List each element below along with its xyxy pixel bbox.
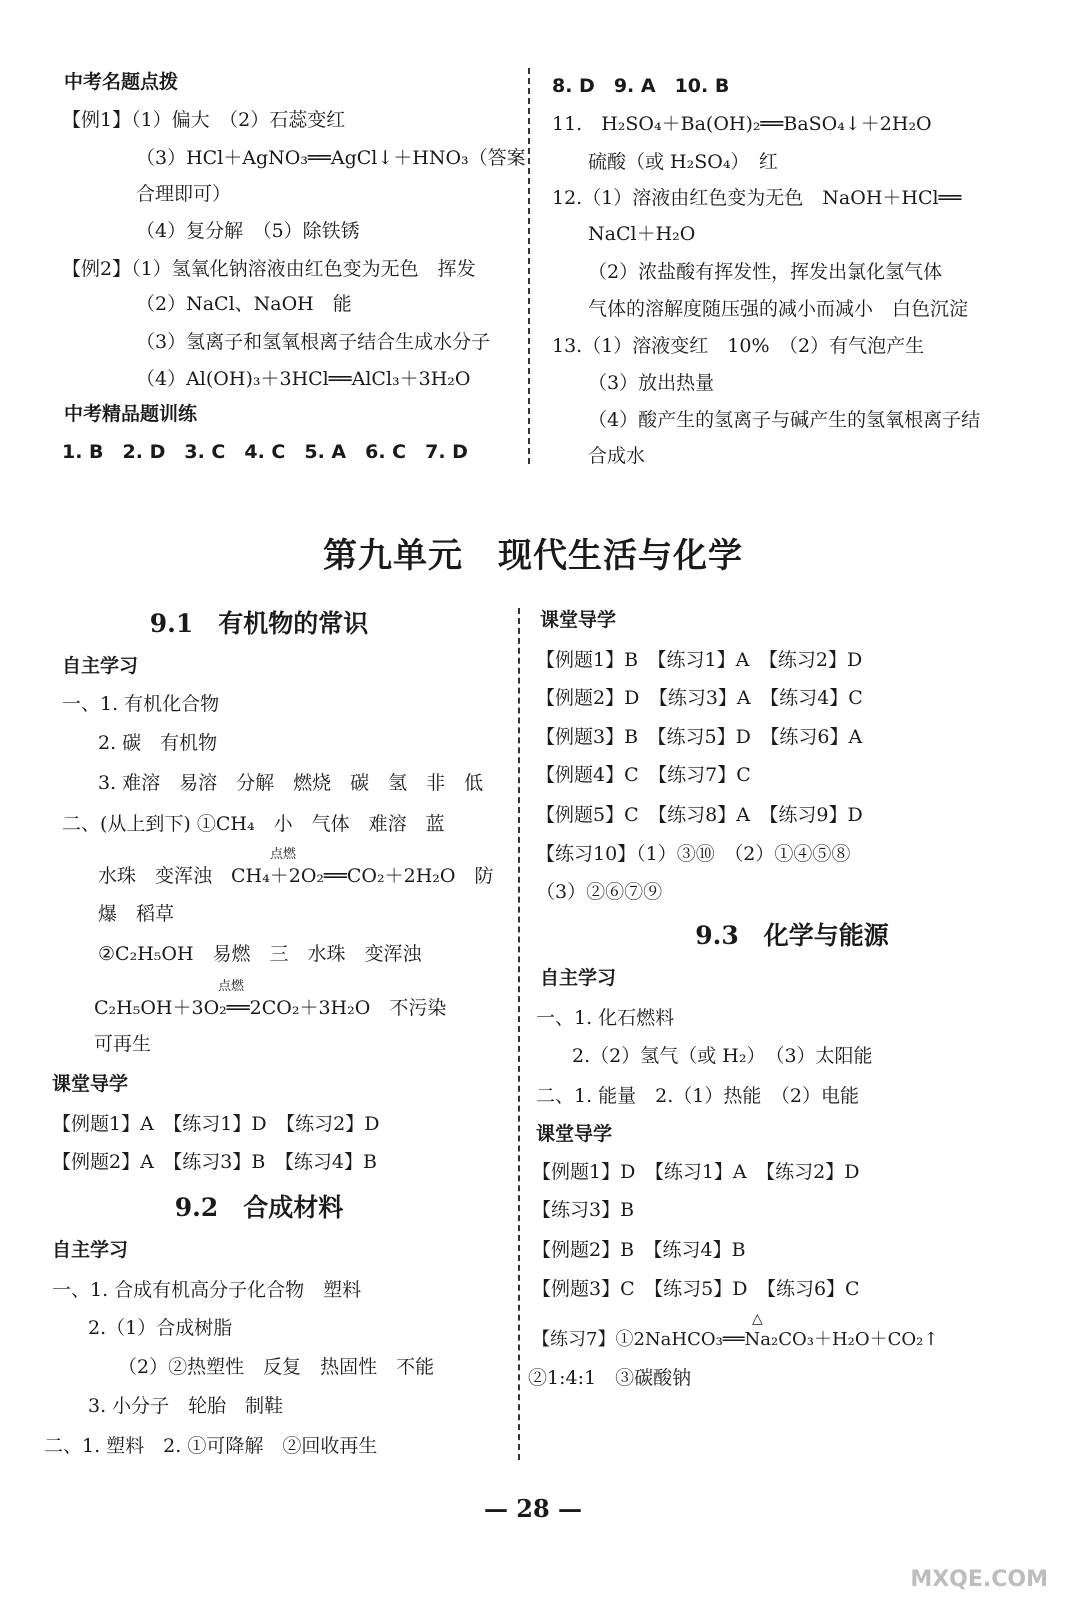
unit-title: 第九单元 现代生活与化学 [323, 536, 743, 576]
answer-line: ②1:4:1 ③碳酸钠 [528, 1367, 692, 1389]
answer-line: C₂H₅OH＋3O₂══2CO₂＋3H₂O 不污染 [94, 997, 447, 1019]
heading-ketang-daoxue: 课堂导学 [540, 609, 617, 631]
column-divider [518, 608, 520, 1460]
answer-line: 1. B 2. D 3. C 4. C 5. A 6. C 7. D [62, 441, 468, 463]
answer-line: 爆 稻草 [98, 903, 175, 925]
heading-ketang-daoxue: 课堂导学 [536, 1123, 613, 1145]
answer-line: （2）NaCl、NaOH 能 [136, 293, 352, 315]
answer-line: 二、(从上到下) ①CH₄ 小 气体 难溶 蓝 [62, 813, 445, 835]
answer-line: （3）放出热量 [588, 372, 715, 394]
watermark-logo: MXQE.COM [910, 1567, 1048, 1592]
answer-line: 一、1. 合成有机高分子化合物 塑料 [52, 1279, 362, 1301]
heading-ketang-daoxue: 课堂导学 [52, 1073, 129, 1095]
reaction-condition: 点燃 [218, 979, 245, 994]
section-title-9-3: 9.3 化学与能源 [695, 921, 889, 950]
answer-line: 【例题3】B 【练习5】D 【练习6】A [536, 726, 863, 748]
answer-line: 合成水 [588, 445, 646, 467]
column-divider [528, 68, 530, 464]
answer-line: （3）HCl＋AgNO₃══AgCl↓＋HNO₃（答案 [136, 147, 526, 169]
answer-line: 【例2】（1）氢氧化钠溶液由红色变为无色 挥发 [62, 258, 476, 280]
answer-line: 【练习10】（1）③⑩ （2）①④⑤⑧ [536, 843, 851, 865]
answer-line: 【例题1】A 【练习1】D 【练习2】D [52, 1113, 380, 1135]
answer-line: 2. 碳 有机物 [98, 732, 218, 754]
answer-line: 【例题2】D 【练习3】A 【练习4】C [536, 687, 863, 709]
answer-line: 气体的溶解度随压强的减小而减小 白色沉淀 [588, 298, 969, 320]
answer-line: 合理即可） [136, 183, 232, 205]
answer-line: 2.（2）氢气（或 H₂） （3）太阳能 [572, 1045, 873, 1067]
answer-line: 3. 难溶 易溶 分解 燃烧 碳 氢 非 低 [98, 772, 484, 794]
answer-line: （4）酸产生的氢离子与碱产生的氢氧根离子结 [588, 409, 981, 431]
answer-line: 【例题2】A 【练习3】B 【练习4】B [52, 1151, 377, 1173]
section-title-9-1: 9.1 有机物的常识 [149, 609, 369, 638]
answer-line: 二、1. 能量 2.（1）热能 （2）电能 [536, 1085, 859, 1107]
answer-line: 3. 小分子 轮胎 制鞋 [88, 1395, 284, 1417]
answer-line: 一、1. 有机化合物 [62, 693, 220, 715]
answer-line: 【例题3】C 【练习5】D 【练习6】C [532, 1278, 860, 1300]
heading-zhongkao-jingpin: 中考精品题训练 [64, 403, 198, 425]
answer-line: ②C₂H₅OH 易燃 三 水珠 变浑浊 [98, 943, 422, 965]
section-title-9-2: 9.2 合成材料 [174, 1193, 344, 1222]
answer-line: 【例题4】C 【练习7】C [536, 764, 751, 786]
answer-line: 【例题1】D 【练习1】A 【练习2】D [532, 1161, 860, 1183]
answer-line: 12.（1）溶液由红色变为无色 NaOH＋HCl══ [552, 187, 962, 209]
answer-line: （3）氢离子和氢氧根离子结合生成水分子 [136, 331, 491, 353]
answer-line: （4）复分解 （5）除铁锈 [136, 220, 360, 242]
answer-line: （4）Al(OH)₃＋3HCl══AlCl₃＋3H₂O [136, 368, 471, 390]
answer-line: 【练习7】①2NaHCO₃══Na₂CO₃＋H₂O＋CO₂↑ [532, 1329, 939, 1350]
answer-line: 可再生 [94, 1033, 152, 1055]
answer-line: 水珠 变浑浊 CH₄＋2O₂══CO₂＋2H₂O 防 [98, 865, 494, 887]
answer-line: （3）②⑥⑦⑨ [536, 881, 663, 903]
heading-zizhu-xuexi: 自主学习 [540, 967, 617, 989]
heading-zizhu-xuexi: 自主学习 [52, 1239, 129, 1261]
reaction-condition: △ [752, 1311, 763, 1327]
answer-line: 【例题1】B 【练习1】A 【练习2】D [536, 649, 863, 671]
answer-line: 2.（1）合成树脂 [88, 1317, 233, 1339]
answer-line: 【例题5】C 【练习8】A 【练习9】D [536, 804, 863, 826]
page-number: — 28 — [483, 1494, 583, 1523]
answer-line: （2）浓盐酸有挥发性，挥发出氯化氢气体 [588, 261, 943, 283]
answer-line: 11. H₂SO₄＋Ba(OH)₂══BaSO₄↓＋2H₂O [552, 113, 932, 135]
heading-zizhu-xuexi: 自主学习 [62, 655, 139, 677]
answer-line: （2）②热塑性 反复 热固性 不能 [118, 1356, 435, 1378]
answer-line: NaCl＋H₂O [588, 223, 696, 245]
answer-line: 8. D 9. A 10. B [552, 75, 730, 97]
answer-line: 【例1】（1）偏大 （2）石蕊变红 [62, 109, 346, 131]
heading-zhongkao-mingti: 中考名题点拨 [64, 71, 179, 93]
reaction-condition: 点燃 [270, 847, 297, 862]
answer-line: 13.（1）溶液变红 10% （2）有气泡产生 [552, 335, 925, 357]
answer-line: 【练习3】B [532, 1199, 635, 1221]
answer-line: 【例题2】B 【练习4】B [532, 1239, 746, 1261]
answer-line: 硫酸（或 H₂SO₄） 红 [588, 151, 778, 173]
answer-line: 二、1. 塑料 2. ①可降解 ②回收再生 [44, 1435, 378, 1457]
answer-line: 一、1. 化石燃料 [536, 1007, 675, 1029]
